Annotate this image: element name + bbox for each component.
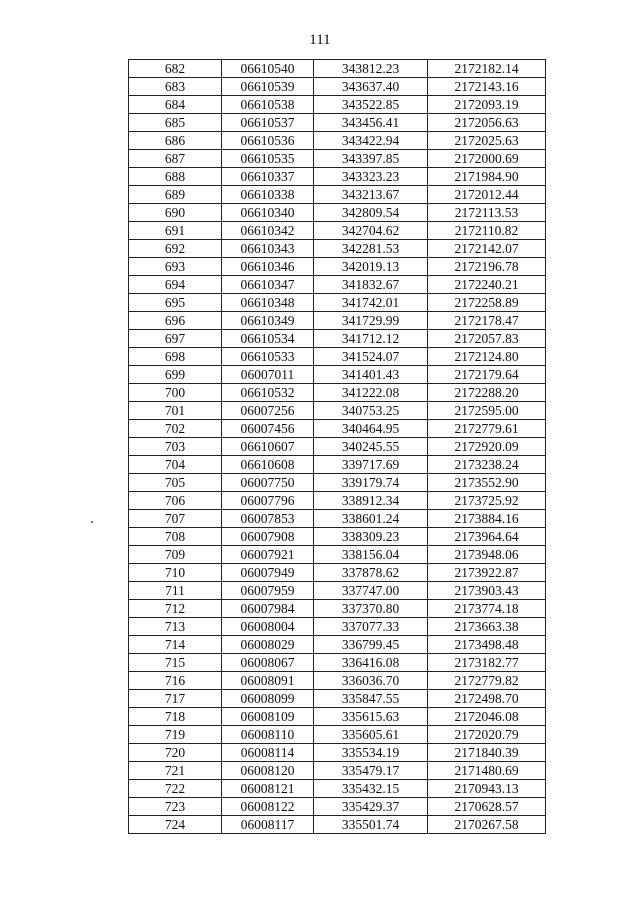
table-row xyxy=(129,690,546,708)
point-id-cell: 06610340 xyxy=(222,204,314,222)
y-coordinate-cell: 2172779.61 xyxy=(428,420,546,438)
x-coordinate-cell: 343522.85 xyxy=(314,96,428,114)
point-id-cell: 06610532 xyxy=(222,384,314,402)
point-number-cell: 687 xyxy=(129,150,222,168)
table-body xyxy=(129,60,546,834)
point-number-cell: 682 xyxy=(129,60,222,78)
x-coordinate-cell: 338309.23 xyxy=(314,528,428,546)
point-id-cell: 06007984 xyxy=(222,600,314,618)
table-row xyxy=(129,114,546,132)
point-id-cell: 06610533 xyxy=(222,348,314,366)
x-coordinate-cell: 335479.17 xyxy=(314,762,428,780)
y-coordinate-cell: 2173903.43 xyxy=(428,582,546,600)
x-coordinate-cell: 340464.95 xyxy=(314,420,428,438)
y-coordinate-cell: 2173922.87 xyxy=(428,564,546,582)
table-row xyxy=(129,780,546,798)
x-coordinate-cell: 337878.62 xyxy=(314,564,428,582)
point-id-cell: 06008120 xyxy=(222,762,314,780)
point-id-cell: 06610536 xyxy=(222,132,314,150)
point-id-cell: 06610537 xyxy=(222,114,314,132)
x-coordinate-cell: 335429.37 xyxy=(314,798,428,816)
x-coordinate-cell: 343456.41 xyxy=(314,114,428,132)
y-coordinate-cell: 2172178.47 xyxy=(428,312,546,330)
x-coordinate-cell: 341832.67 xyxy=(314,276,428,294)
table-row xyxy=(129,726,546,744)
point-number-cell: 697 xyxy=(129,330,222,348)
x-coordinate-cell: 335605.61 xyxy=(314,726,428,744)
x-coordinate-cell: 338601.24 xyxy=(314,510,428,528)
point-number-cell: 699 xyxy=(129,366,222,384)
point-number-cell: 686 xyxy=(129,132,222,150)
x-coordinate-cell: 338156.04 xyxy=(314,546,428,564)
y-coordinate-cell: 2172000.69 xyxy=(428,150,546,168)
y-coordinate-cell: 2173774.18 xyxy=(428,600,546,618)
x-coordinate-cell: 342704.62 xyxy=(314,222,428,240)
x-coordinate-cell: 341401.43 xyxy=(314,366,428,384)
point-number-cell: 715 xyxy=(129,654,222,672)
x-coordinate-cell: 335432.15 xyxy=(314,780,428,798)
point-number-cell: 692 xyxy=(129,240,222,258)
point-id-cell: 06610347 xyxy=(222,276,314,294)
x-coordinate-cell: 343323.23 xyxy=(314,168,428,186)
x-coordinate-cell: 340753.25 xyxy=(314,402,428,420)
x-coordinate-cell: 336799.45 xyxy=(314,636,428,654)
x-coordinate-cell: 337370.80 xyxy=(314,600,428,618)
y-coordinate-cell: 2173948.06 xyxy=(428,546,546,564)
table-row xyxy=(129,222,546,240)
point-number-cell: 700 xyxy=(129,384,222,402)
point-id-cell: 06008114 xyxy=(222,744,314,762)
point-id-cell: 06008067 xyxy=(222,654,314,672)
point-id-cell: 06610349 xyxy=(222,312,314,330)
table-row xyxy=(129,402,546,420)
x-coordinate-cell: 343422.94 xyxy=(314,132,428,150)
point-number-cell: 695 xyxy=(129,294,222,312)
coordinates-table xyxy=(128,59,546,834)
table-row xyxy=(129,366,546,384)
point-number-cell: 701 xyxy=(129,402,222,420)
x-coordinate-cell: 343213.67 xyxy=(314,186,428,204)
point-id-cell: 06007750 xyxy=(222,474,314,492)
table-row xyxy=(129,564,546,582)
point-id-cell: 06610539 xyxy=(222,78,314,96)
x-coordinate-cell: 341712.12 xyxy=(314,330,428,348)
point-id-cell: 06008099 xyxy=(222,690,314,708)
point-number-cell: 709 xyxy=(129,546,222,564)
point-number-cell: 694 xyxy=(129,276,222,294)
point-id-cell: 06008029 xyxy=(222,636,314,654)
x-coordinate-cell: 336036.70 xyxy=(314,672,428,690)
point-number-cell: 710 xyxy=(129,564,222,582)
point-number-cell: 714 xyxy=(129,636,222,654)
y-coordinate-cell: 2172093.19 xyxy=(428,96,546,114)
x-coordinate-cell: 336416.08 xyxy=(314,654,428,672)
point-number-cell: 722 xyxy=(129,780,222,798)
table-row xyxy=(129,528,546,546)
y-coordinate-cell: 2173725.92 xyxy=(428,492,546,510)
table-row xyxy=(129,132,546,150)
point-number-cell: 689 xyxy=(129,186,222,204)
table-row xyxy=(129,186,546,204)
table-row xyxy=(129,816,546,834)
y-coordinate-cell: 2172179.64 xyxy=(428,366,546,384)
table-row xyxy=(129,618,546,636)
y-coordinate-cell: 2170267.58 xyxy=(428,816,546,834)
y-coordinate-cell: 2172920.09 xyxy=(428,438,546,456)
y-coordinate-cell: 2173552.90 xyxy=(428,474,546,492)
table-row xyxy=(129,330,546,348)
x-coordinate-cell: 335615.63 xyxy=(314,708,428,726)
table-row xyxy=(129,708,546,726)
page-number: 111 xyxy=(309,32,331,48)
table-row xyxy=(129,474,546,492)
point-number-cell: 696 xyxy=(129,312,222,330)
table-row xyxy=(129,636,546,654)
table-row xyxy=(129,78,546,96)
point-number-cell: 712 xyxy=(129,600,222,618)
table-row xyxy=(129,240,546,258)
point-number-cell: 703 xyxy=(129,438,222,456)
point-number-cell: 718 xyxy=(129,708,222,726)
x-coordinate-cell: 338912.34 xyxy=(314,492,428,510)
y-coordinate-cell: 2172110.82 xyxy=(428,222,546,240)
point-id-cell: 06610534 xyxy=(222,330,314,348)
table-row xyxy=(129,672,546,690)
table-row xyxy=(129,546,546,564)
table-row xyxy=(129,744,546,762)
point-number-cell: 716 xyxy=(129,672,222,690)
y-coordinate-cell: 2172046.08 xyxy=(428,708,546,726)
y-coordinate-cell: 2172595.00 xyxy=(428,402,546,420)
table-row xyxy=(129,600,546,618)
table-row xyxy=(129,348,546,366)
point-number-cell: 723 xyxy=(129,798,222,816)
y-coordinate-cell: 2173663.38 xyxy=(428,618,546,636)
y-coordinate-cell: 2171480.69 xyxy=(428,762,546,780)
point-id-cell: 06610338 xyxy=(222,186,314,204)
table-row xyxy=(129,582,546,600)
table-row xyxy=(129,168,546,186)
point-id-cell: 06610348 xyxy=(222,294,314,312)
y-coordinate-cell: 2172182.14 xyxy=(428,60,546,78)
table-row xyxy=(129,492,546,510)
y-coordinate-cell: 2173182.77 xyxy=(428,654,546,672)
point-number-cell: 685 xyxy=(129,114,222,132)
point-id-cell: 06610607 xyxy=(222,438,314,456)
x-coordinate-cell: 337077.33 xyxy=(314,618,428,636)
table-row xyxy=(129,294,546,312)
table-row xyxy=(129,150,546,168)
point-number-cell: 698 xyxy=(129,348,222,366)
point-number-cell: 691 xyxy=(129,222,222,240)
point-number-cell: 690 xyxy=(129,204,222,222)
point-id-cell: 06610346 xyxy=(222,258,314,276)
point-id-cell: 06008004 xyxy=(222,618,314,636)
point-number-cell: 684 xyxy=(129,96,222,114)
point-id-cell: 06007011 xyxy=(222,366,314,384)
x-coordinate-cell: 341729.99 xyxy=(314,312,428,330)
point-number-cell: 720 xyxy=(129,744,222,762)
x-coordinate-cell: 337747.00 xyxy=(314,582,428,600)
x-coordinate-cell: 340245.55 xyxy=(314,438,428,456)
y-coordinate-cell: 2172012.44 xyxy=(428,186,546,204)
point-id-cell: 06008110 xyxy=(222,726,314,744)
table-row xyxy=(129,798,546,816)
table-row xyxy=(129,96,546,114)
y-coordinate-cell: 2170943.13 xyxy=(428,780,546,798)
x-coordinate-cell: 343397.85 xyxy=(314,150,428,168)
y-coordinate-cell: 2171984.90 xyxy=(428,168,546,186)
y-coordinate-cell: 2171840.39 xyxy=(428,744,546,762)
point-number-cell: 693 xyxy=(129,258,222,276)
point-id-cell: 06007796 xyxy=(222,492,314,510)
point-id-cell: 06007256 xyxy=(222,402,314,420)
scan-speck xyxy=(91,521,93,523)
y-coordinate-cell: 2172057.83 xyxy=(428,330,546,348)
y-coordinate-cell: 2173964.64 xyxy=(428,528,546,546)
x-coordinate-cell: 335534.19 xyxy=(314,744,428,762)
table-row xyxy=(129,204,546,222)
y-coordinate-cell: 2172498.70 xyxy=(428,690,546,708)
x-coordinate-cell: 341524.07 xyxy=(314,348,428,366)
point-id-cell: 06610608 xyxy=(222,456,314,474)
point-number-cell: 702 xyxy=(129,420,222,438)
x-coordinate-cell: 335847.55 xyxy=(314,690,428,708)
y-coordinate-cell: 2172020.79 xyxy=(428,726,546,744)
x-coordinate-cell: 339179.74 xyxy=(314,474,428,492)
table-row xyxy=(129,654,546,672)
x-coordinate-cell: 341222.08 xyxy=(314,384,428,402)
table-row xyxy=(129,384,546,402)
y-coordinate-cell: 2173884.16 xyxy=(428,510,546,528)
table-row xyxy=(129,276,546,294)
point-number-cell: 706 xyxy=(129,492,222,510)
point-id-cell: 06007949 xyxy=(222,564,314,582)
point-number-cell: 711 xyxy=(129,582,222,600)
table-row xyxy=(129,456,546,474)
point-id-cell: 06007456 xyxy=(222,420,314,438)
x-coordinate-cell: 343812.23 xyxy=(314,60,428,78)
y-coordinate-cell: 2173238.24 xyxy=(428,456,546,474)
x-coordinate-cell: 339717.69 xyxy=(314,456,428,474)
point-number-cell: 707 xyxy=(129,510,222,528)
y-coordinate-cell: 2172142.07 xyxy=(428,240,546,258)
point-number-cell: 708 xyxy=(129,528,222,546)
point-id-cell: 06008091 xyxy=(222,672,314,690)
point-id-cell: 06008109 xyxy=(222,708,314,726)
x-coordinate-cell: 342281.53 xyxy=(314,240,428,258)
y-coordinate-cell: 2170628.57 xyxy=(428,798,546,816)
point-number-cell: 724 xyxy=(129,816,222,834)
table-row xyxy=(129,60,546,78)
point-number-cell: 688 xyxy=(129,168,222,186)
point-id-cell: 06610337 xyxy=(222,168,314,186)
point-id-cell: 06007908 xyxy=(222,528,314,546)
table-row xyxy=(129,312,546,330)
y-coordinate-cell: 2172240.21 xyxy=(428,276,546,294)
y-coordinate-cell: 2172196.78 xyxy=(428,258,546,276)
x-coordinate-cell: 335501.74 xyxy=(314,816,428,834)
point-id-cell: 06008117 xyxy=(222,816,314,834)
point-number-cell: 719 xyxy=(129,726,222,744)
x-coordinate-cell: 343637.40 xyxy=(314,78,428,96)
point-id-cell: 06610343 xyxy=(222,240,314,258)
y-coordinate-cell: 2172056.63 xyxy=(428,114,546,132)
y-coordinate-cell: 2172143.16 xyxy=(428,78,546,96)
point-id-cell: 06610538 xyxy=(222,96,314,114)
y-coordinate-cell: 2172124.80 xyxy=(428,348,546,366)
point-id-cell: 06610342 xyxy=(222,222,314,240)
y-coordinate-cell: 2172258.89 xyxy=(428,294,546,312)
y-coordinate-cell: 2172288.20 xyxy=(428,384,546,402)
point-number-cell: 713 xyxy=(129,618,222,636)
x-coordinate-cell: 341742.01 xyxy=(314,294,428,312)
table-row xyxy=(129,510,546,528)
point-id-cell: 06008122 xyxy=(222,798,314,816)
point-number-cell: 717 xyxy=(129,690,222,708)
x-coordinate-cell: 342809.54 xyxy=(314,204,428,222)
table-row xyxy=(129,762,546,780)
point-id-cell: 06008121 xyxy=(222,780,314,798)
y-coordinate-cell: 2172025.63 xyxy=(428,132,546,150)
point-number-cell: 721 xyxy=(129,762,222,780)
point-number-cell: 704 xyxy=(129,456,222,474)
y-coordinate-cell: 2172779.82 xyxy=(428,672,546,690)
y-coordinate-cell: 2173498.48 xyxy=(428,636,546,654)
table-row xyxy=(129,420,546,438)
point-id-cell: 06007921 xyxy=(222,546,314,564)
y-coordinate-cell: 2172113.53 xyxy=(428,204,546,222)
x-coordinate-cell: 342019.13 xyxy=(314,258,428,276)
point-id-cell: 06610535 xyxy=(222,150,314,168)
point-id-cell: 06007959 xyxy=(222,582,314,600)
table-row xyxy=(129,258,546,276)
table-row xyxy=(129,438,546,456)
point-id-cell: 06610540 xyxy=(222,60,314,78)
point-id-cell: 06007853 xyxy=(222,510,314,528)
point-number-cell: 683 xyxy=(129,78,222,96)
point-number-cell: 705 xyxy=(129,474,222,492)
